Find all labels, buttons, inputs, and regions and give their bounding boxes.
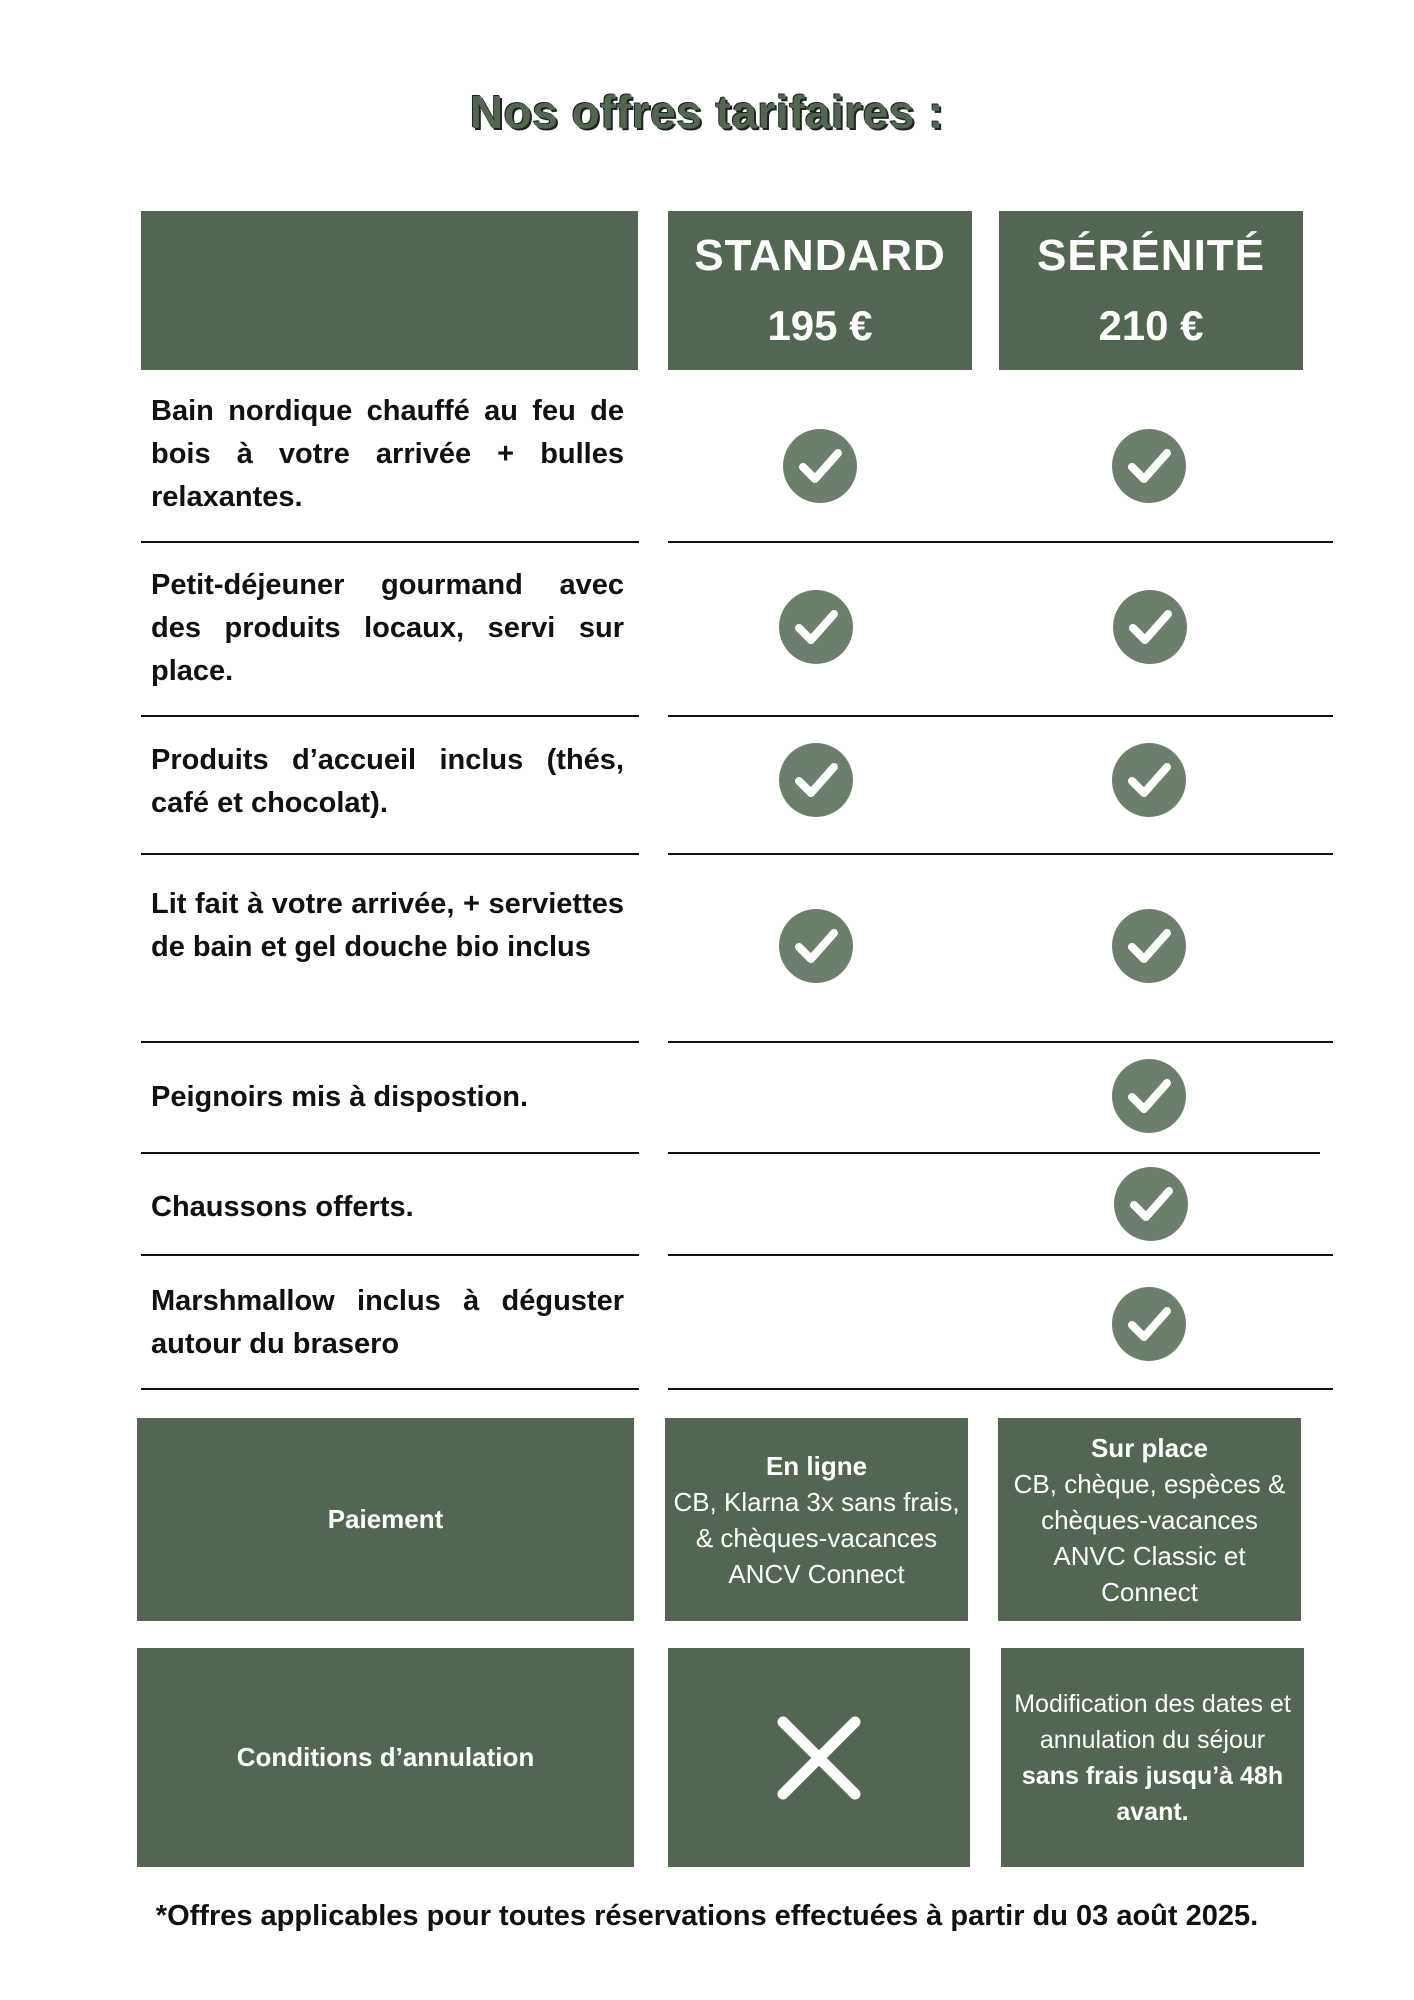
payment-serenite-box [998,1418,1301,1621]
feature-text: Peignoirs mis à dispostion. [151,1081,529,1113]
plan-standard-header [668,211,972,370]
check-icon [779,909,853,983]
payment-standard-details: CB, Klarna 3x sans frais, & chèques-vacances ANCV Connect [673,1486,960,1589]
feature-text: Lit fait à votre arrivée, + serviettes de bain et gel douche bio inclus [151,888,624,963]
row-divider [141,1041,639,1043]
cancellation-serenite-box [1001,1648,1304,1867]
plan-standard-price: 195 € [767,301,873,349]
page-title: Nos offres tarifaires : [469,86,945,138]
row-divider [141,1152,639,1154]
payment-serenite-details: CB, chèque, espèces & chèques-vacances ANVC Classic et Connect [1013,1468,1286,1607]
check-icon [1112,909,1186,983]
row-divider [141,1254,639,1256]
check-icon [779,743,853,817]
row-divider [668,1254,1333,1256]
payment-serenite-method: Sur place [1090,1432,1209,1463]
feature-text: Bain nordique chauffé au feu de bois à votre arrivée + bulles relaxantes. [151,395,624,513]
check-icon [1112,1059,1186,1133]
plan-standard-name: STANDARD [694,230,946,280]
check-icon [1112,743,1186,817]
cancellation-label: Conditions d’annulation [236,1742,535,1772]
payment-standard-box [665,1418,968,1621]
check-icon [1114,1167,1188,1241]
cancellation-serenite-text: Modification des dates et annulation du séjour [1014,1689,1291,1754]
payment-label: Paiement [327,1504,444,1534]
feature-text: Marshmallow inclus à déguster autour du brasero [151,1285,624,1360]
row-divider [141,853,639,855]
row-divider [668,715,1333,717]
check-icon [779,590,853,664]
payment-standard-method: En ligne [765,1450,868,1481]
check-icon [1113,590,1187,664]
row-divider [668,541,1333,543]
row-divider [668,1152,1320,1154]
row-divider [668,1041,1333,1043]
plan-serenite-name: SÉRÉNITÉ [1036,230,1266,280]
row-divider [141,541,639,543]
row-divider [141,1388,639,1390]
check-icon [1112,429,1186,503]
footer-note: *Offres applicables pour toutes réservations effectuées à partir du 03 août 2025. [155,1900,1259,1932]
cancellation-serenite-bold: sans frais jusqu’à 48h avant. [1021,1761,1284,1826]
cancellation-label-box [137,1648,634,1867]
payment-label-box [137,1418,634,1621]
header-blank-box [141,211,638,370]
check-icon [1112,1287,1186,1361]
feature-text: Produits d’accueil inclus (thés, café et chocolat). [151,744,624,819]
row-divider [141,715,639,717]
feature-text: Petit-déjeuner gourmand avec des produits locaux, servi sur place. [151,569,624,687]
cancellation-standard-box [668,1648,970,1867]
cross-icon [773,1712,865,1804]
feature-text: Chaussons offerts. [151,1191,414,1223]
plan-serenite-price: 210 € [1098,301,1204,349]
row-divider [668,853,1333,855]
row-divider [668,1388,1333,1390]
plan-serenite-header [999,211,1303,370]
check-icon [783,429,857,503]
